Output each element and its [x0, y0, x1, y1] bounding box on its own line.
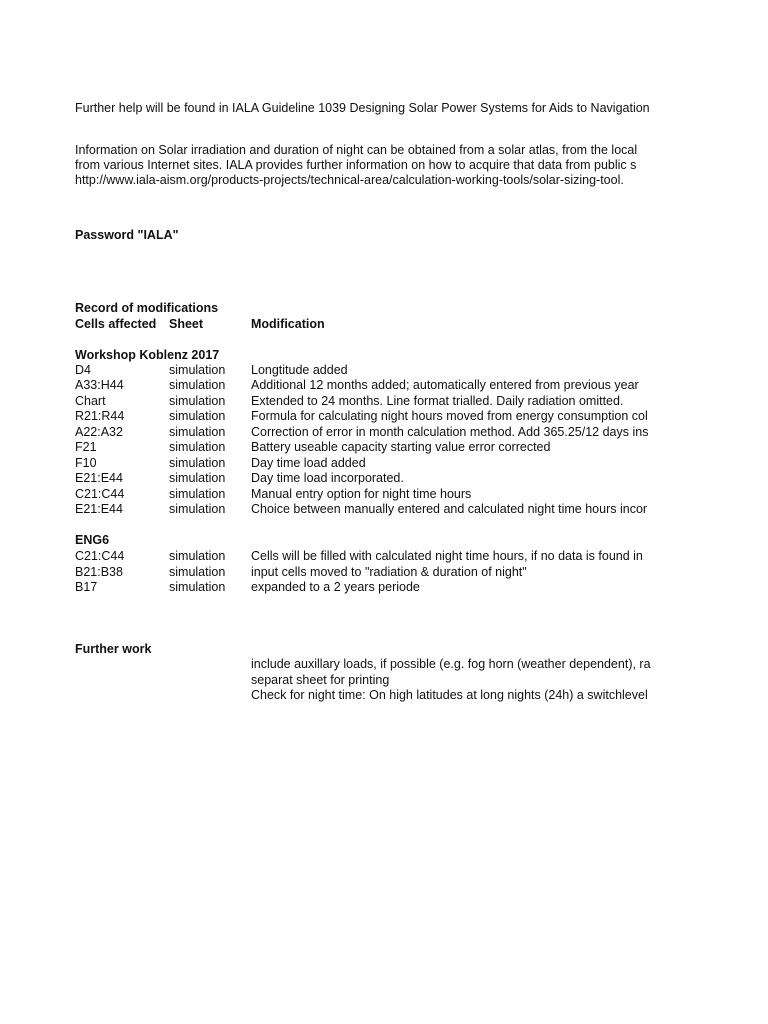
further-work-title: Further work — [75, 642, 152, 656]
cell-sheet: simulation — [169, 456, 226, 470]
cell-sheet: simulation — [169, 378, 226, 392]
modifications-title: Record of modifications — [75, 301, 219, 315]
cell-modification: Additional 12 months added; automatically entered from previous year — [251, 378, 639, 392]
cell-sheet: simulation — [169, 409, 226, 423]
cell-sheet: simulation — [169, 502, 226, 516]
cell-modification: input cells moved to "radiation & duration of night" — [251, 565, 527, 579]
cell-modification: Extended to 24 months. Line format trialled. Daily radiation omitted. — [251, 394, 624, 408]
cell-reference: Chart — [75, 394, 106, 408]
cell-modification: Choice between manually entered and calculated night time hours incor — [251, 502, 648, 516]
cell-modification: Correction of error in month calculation method. Add 365.25/12 days ins — [251, 425, 649, 439]
cell-modification: Day time load incorporated. — [251, 471, 404, 485]
info-text-line-1: Information on Solar irradiation and duration of night can be obtained from a solar atlas, from the local — [75, 143, 638, 157]
cell-reference: D4 — [75, 363, 91, 377]
info-text-line-2: from various Internet sites. IALA provides further information on how to acquire that data from public s — [75, 158, 637, 172]
cell-reference: E21:E44 — [75, 502, 123, 516]
cell-reference: E21:E44 — [75, 471, 123, 485]
cell-reference: F10 — [75, 456, 97, 470]
cell-modification: Longtitude added — [251, 363, 348, 377]
info-url-text: http://www.iala-aism.org/products-projects/technical-area/calculation-working-tools/solar-sizing-tool. — [75, 173, 624, 187]
header-sheet: Sheet — [169, 317, 204, 331]
cell-modification: Manual entry option for night time hours — [251, 487, 472, 501]
cell-sheet: simulation — [169, 565, 226, 579]
cell-reference: A33:H44 — [75, 378, 124, 392]
header-cells-affected: Cells affected — [75, 317, 157, 331]
cell-reference: B21:B38 — [75, 565, 123, 579]
header-modification: Modification — [251, 317, 325, 331]
section-title-eng6: ENG6 — [75, 533, 110, 547]
help-reference-text: Further help will be found in IALA Guideline 1039 Designing Solar Power Systems for Aids to Navigation — [75, 101, 650, 115]
cell-modification: Formula for calculating night hours moved from energy consumption col — [251, 409, 648, 423]
cell-sheet: simulation — [169, 580, 226, 594]
cell-reference: C21:C44 — [75, 487, 125, 501]
cell-reference: F21 — [75, 440, 97, 454]
cell-sheet: simulation — [169, 394, 226, 408]
cell-reference: R21:R44 — [75, 409, 125, 423]
cell-reference: C21:C44 — [75, 549, 125, 563]
cell-sheet: simulation — [169, 363, 226, 377]
further-work-item: Check for night time: On high latitudes at long nights (24h) a switchlevel — [251, 688, 648, 702]
further-work-item: include auxillary loads, if possible (e.g. fog horn (weather dependent), ra — [251, 657, 651, 671]
cell-sheet: simulation — [169, 487, 226, 501]
further-work-item: separat sheet for printing — [251, 673, 390, 687]
cell-sheet: simulation — [169, 471, 226, 485]
section-title-koblenz: Workshop Koblenz 2017 — [75, 348, 220, 362]
cell-modification: Day time load added — [251, 456, 366, 470]
cell-modification: Battery useable capacity starting value error corrected — [251, 440, 551, 454]
cell-reference: A22:A32 — [75, 425, 123, 439]
cell-sheet: simulation — [169, 440, 226, 454]
cell-modification: Cells will be filled with calculated night time hours, if no data is found in — [251, 549, 643, 563]
cell-modification: expanded to a 2 years periode — [251, 580, 420, 594]
cell-sheet: simulation — [169, 549, 226, 563]
cell-sheet: simulation — [169, 425, 226, 439]
cell-reference: B17 — [75, 580, 98, 594]
password-note: Password "IALA" — [75, 228, 179, 242]
